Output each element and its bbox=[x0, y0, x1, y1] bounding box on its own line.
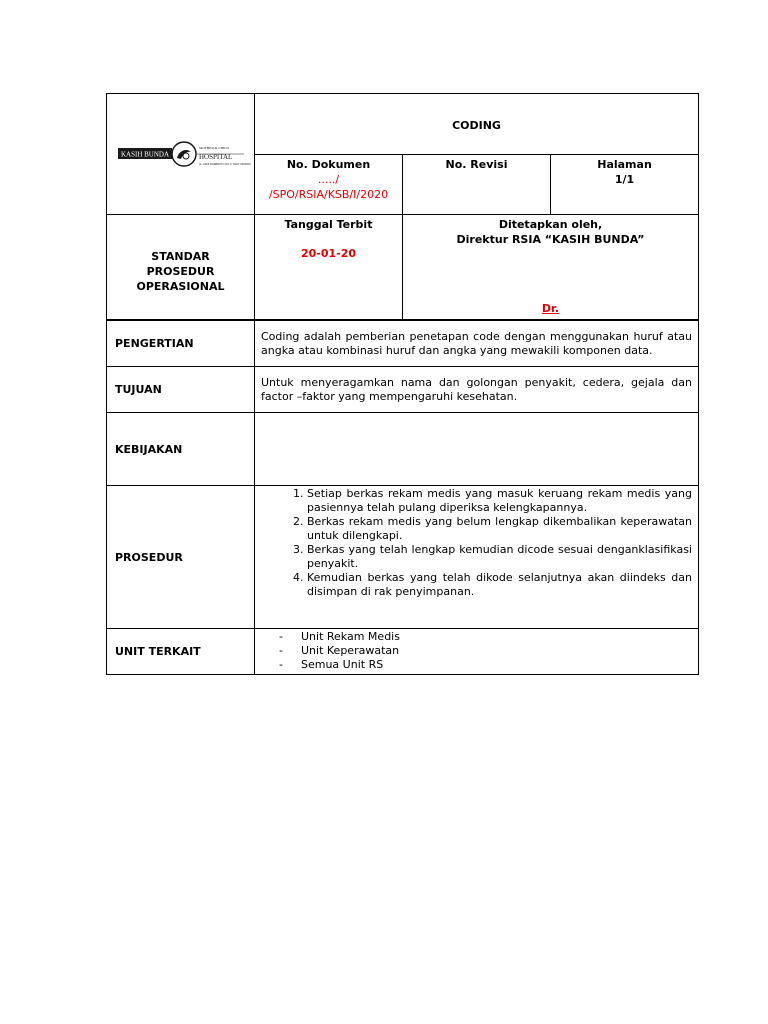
pengertian-text: Coding adalah pemberian penetapan code dengan menggunakan huruf atau angka atau kombinasi huruf dan angka yang mewakili komponen data. bbox=[255, 321, 699, 367]
pengertian-label: PENGERTIAN bbox=[107, 321, 255, 367]
unit-item: - Unit Rekam Medis bbox=[255, 630, 698, 644]
kebijakan-text bbox=[255, 413, 699, 486]
sop-cell bbox=[107, 215, 255, 320]
ditetapkan-line-2: Direktur RSIA “KASIH BUNDA” bbox=[456, 233, 645, 246]
logo-right-main: HOSPITAL bbox=[198, 153, 232, 161]
content-table bbox=[106, 320, 699, 675]
row-kebijakan bbox=[107, 413, 699, 486]
unit-item: - Semua Unit RS bbox=[255, 658, 698, 672]
logo-left-text: KASIH BUNDA bbox=[120, 150, 169, 159]
sop-line-1: STANDAR bbox=[151, 249, 210, 263]
unit-list bbox=[255, 630, 698, 672]
prosedur-step: 2. Berkas rekam medis yang belum lengkap dikembalikan keperawatan untuk dilengkapi. bbox=[307, 515, 692, 543]
no-dokumen-label: No. Dokumen bbox=[286, 158, 371, 171]
doc-title-cell bbox=[255, 94, 699, 155]
row-prosedur bbox=[107, 486, 699, 629]
doc-title: CODING bbox=[452, 119, 501, 132]
prosedur-label: PROSEDUR bbox=[107, 486, 255, 629]
no-dokumen-value-2: /SPO/RSIA/KSB/I/2020 bbox=[268, 188, 389, 201]
halaman-label: Halaman bbox=[597, 158, 652, 171]
prosedur-list bbox=[255, 487, 698, 599]
tanggal-value: 20-01-20 bbox=[300, 247, 357, 260]
no-dokumen-value-1: ...../ bbox=[317, 173, 340, 186]
row-unit-terkait bbox=[107, 629, 699, 675]
no-dokumen-cell bbox=[255, 155, 403, 215]
ditetapkan-cell bbox=[403, 215, 699, 320]
unit-item: - Unit Keperawatan bbox=[255, 644, 698, 658]
tanggal-label: Tanggal Terbit bbox=[284, 218, 373, 231]
no-revisi-label: No. Revisi bbox=[445, 158, 508, 171]
logo-cell bbox=[107, 94, 255, 215]
hospital-logo bbox=[107, 140, 254, 168]
hospital-logo-graphic bbox=[117, 140, 250, 168]
halaman-value: 1/1 bbox=[614, 173, 635, 186]
row-tujuan bbox=[107, 367, 699, 413]
logo-right-sub: JL. ADNI SOEBROTO NO.3, TELP. 0000000 bbox=[198, 163, 250, 166]
logo-right-top: MOTHER & CHILD bbox=[198, 146, 229, 150]
prosedur-step: 1. Setiap berkas rekam medis yang masuk keruang rekam medis yang pasiennya telah pulang diperiksa kelengkapannya. bbox=[307, 487, 692, 515]
kebijakan-label: KEBIJAKAN bbox=[107, 413, 255, 486]
ditetapkan-line-1: Ditetapkan oleh, bbox=[498, 218, 603, 231]
sop-line-2: PROSEDUR bbox=[146, 264, 215, 278]
unit-label: UNIT TERKAIT bbox=[107, 629, 255, 675]
header-table bbox=[106, 93, 699, 320]
halaman-cell bbox=[551, 155, 699, 215]
tanggal-cell bbox=[255, 215, 403, 320]
director-name: Dr. bbox=[541, 302, 560, 315]
prosedur-cell bbox=[255, 486, 699, 629]
prosedur-step: 4. Kemudian berkas yang telah dikode selanjutnya akan diindeks dan disimpan di rak penyimpanan. bbox=[307, 571, 692, 599]
tujuan-label: TUJUAN bbox=[107, 367, 255, 413]
row-pengertian bbox=[107, 321, 699, 367]
unit-cell bbox=[255, 629, 699, 675]
prosedur-step: 3. Berkas yang telah lengkap kemudian dicode sesuai denganklasifikasi penyakit. bbox=[307, 543, 692, 571]
sop-line-3: OPERASIONAL bbox=[136, 279, 225, 293]
no-revisi-cell bbox=[403, 155, 551, 215]
tujuan-text: Untuk menyeragamkan nama dan golongan penyakit, cedera, gejala dan factor –faktor yang mempengaruhi kesehatan. bbox=[255, 367, 699, 413]
